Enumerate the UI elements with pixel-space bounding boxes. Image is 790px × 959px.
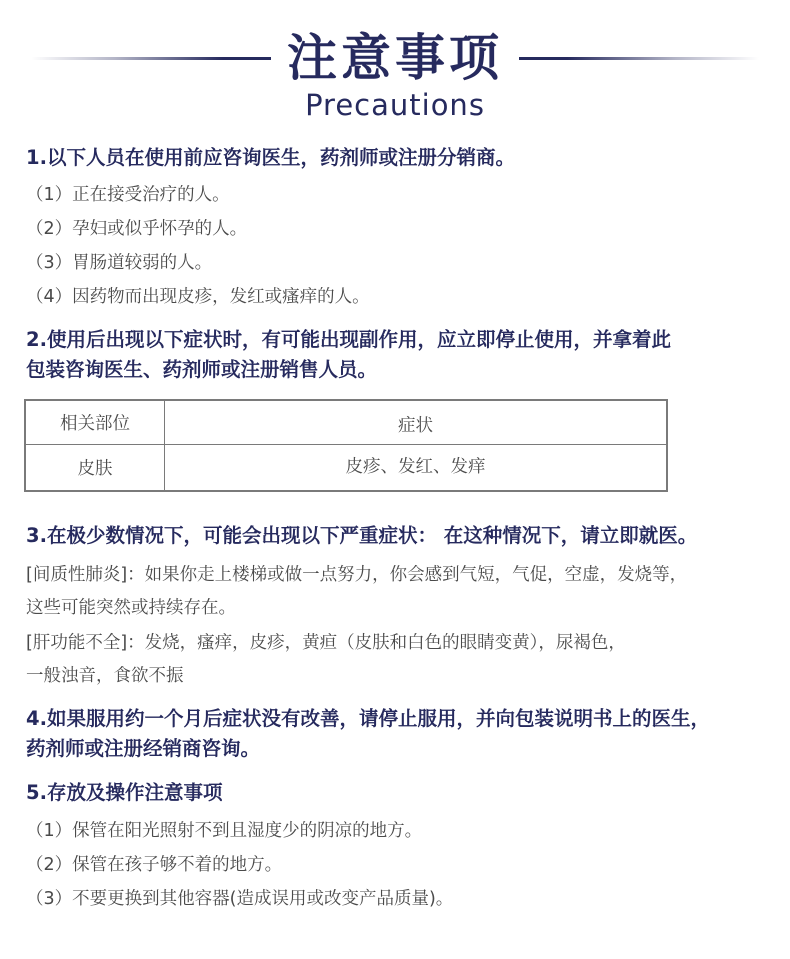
page-title: 注意事项: [287, 29, 503, 87]
section5-item: （1）保管在阳光照射不到且湿度少的阴凉的地方。: [26, 821, 423, 841]
page-subtitle: Precautions: [305, 88, 485, 122]
title-row: [0, 26, 790, 90]
section3-line: [肝功能不全]：发烧，瘙痒，皮疹，黄疸（皮肤和白色的眼睛变黄），尿褐色，: [26, 633, 626, 653]
table-cell: 皮肤: [77, 459, 113, 479]
title-decoration-left: [31, 57, 271, 60]
section3-line: 这些可能突然或持续存在。: [26, 598, 236, 618]
section1-item: （2）孕妇或似乎怀孕的人。: [26, 219, 248, 239]
symptom-table: [24, 399, 668, 492]
section5-heading: 5.存放及操作注意事项: [26, 781, 223, 804]
section1-heading: 1.以下人员在使用前应咨询医生，药剂师或注册分销商。: [26, 146, 515, 169]
table-header-cell: 相关部位: [60, 414, 130, 434]
section2-heading-line: 包装咨询医生、药剂师或注册销售人员。: [26, 358, 378, 381]
section5-item: （2）保管在孩子够不着的地方。: [26, 855, 283, 875]
section3-heading: 3.在极少数情况下，可能会出现以下严重症状： 在这种情况下，请立即就医。: [26, 524, 698, 547]
section1-item: （1）正在接受治疗的人。: [26, 185, 230, 205]
section4-heading-line: 4.如果服用约一个月后症状没有改善，请停止服用，并向包装说明书上的医生，: [26, 707, 710, 730]
section4-heading-line: 药剂师或注册经销商咨询。: [26, 737, 261, 760]
section5-item: （3）不要更换到其他容器(造成误用或改变产品质量)。: [26, 889, 454, 909]
section3-line: [间质性肺炎]：如果你走上楼梯或做一点努力，你会感到气短，气促，空虚，发烧等，: [26, 565, 688, 585]
section1-item: （3）胃肠道较弱的人。: [26, 253, 213, 273]
page-header: [0, 22, 790, 132]
table-header-cell: 症状: [398, 416, 433, 436]
section3-line: 一般浊音，食欲不振: [26, 666, 184, 686]
section2-heading-line: 2.使用后出现以下症状时，有可能出现副作用，应立即停止使用，并拿着此: [26, 328, 671, 351]
title-decoration-right: [519, 57, 759, 60]
section1-item: （4）因药物而出现皮疹，发红或瘙痒的人。: [26, 287, 370, 307]
table-cell: 皮疹、发红、发痒: [345, 457, 486, 477]
